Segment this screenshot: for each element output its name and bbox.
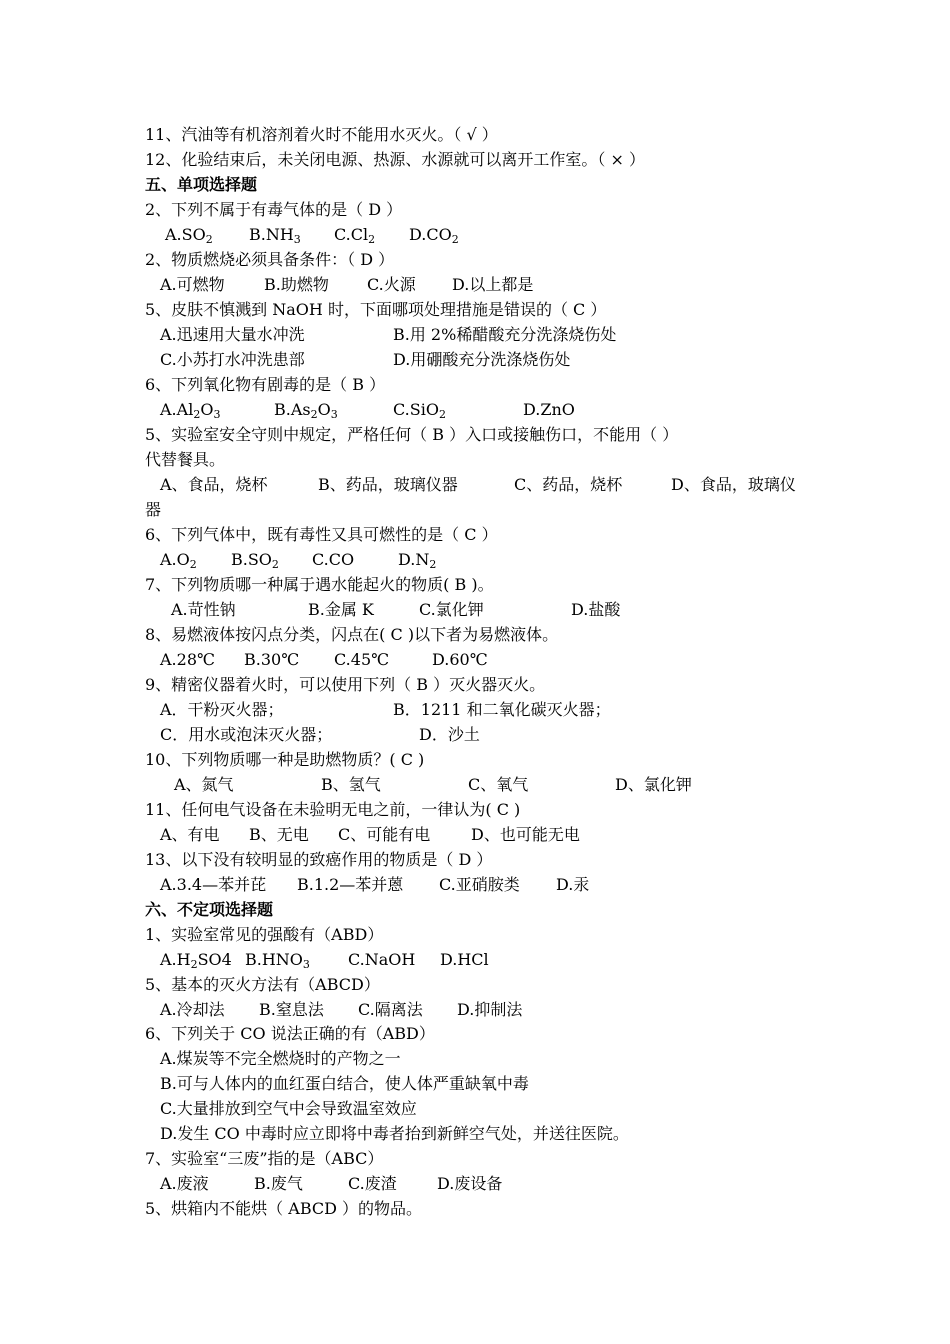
option-row <box>0 322 950 347</box>
option-row <box>0 347 950 372</box>
option-row <box>0 697 950 722</box>
option-row <box>0 272 950 297</box>
question-stem: 5、皮肤不慎溅到 NaOH 时，下面哪项处理措施是错误的（ C ） <box>145 300 607 319</box>
tf-question: 11、汽油等有机溶剂着火时不能用水灭火。（ √ ） <box>145 125 498 144</box>
option: C.氯化钾 <box>419 600 484 619</box>
option: C、氧气 <box>468 775 529 794</box>
option: B.可与人体内的血红蛋白结合，使人体严重缺氧中毒 <box>160 1074 529 1093</box>
option: $B.SO_2$ <box>231 550 279 571</box>
option: B．1211 和二氧化碳灭火器； <box>393 700 611 719</box>
option: D.汞 <box>556 875 590 894</box>
option-row <box>0 222 950 247</box>
question-stem: 9、精密仪器着火时，可以使用下列（ B ）灭火器灭火。 <box>145 675 546 694</box>
option: B.废气 <box>254 1174 303 1193</box>
option: D.以上都是 <box>452 275 534 294</box>
option-row <box>0 997 950 1022</box>
option: D.ZnO <box>523 400 575 419</box>
option: C.45℃ <box>334 650 390 669</box>
option: $A.SO_2$ <box>165 225 213 246</box>
option: A.3.4—苯并芘 <box>160 875 267 894</box>
option: D.发生 CO 中毒时应立即将中毒者抬到新鲜空气处，并送往医院。 <box>160 1124 629 1143</box>
option: C、药品，烧杯 <box>514 475 623 494</box>
option-row <box>0 947 950 972</box>
option: $B.As_2O_3$ <box>274 400 338 421</box>
option: B、无电 <box>249 825 309 844</box>
option: A.28℃ <box>160 650 215 669</box>
question-stem: 5、基本的灭火方法有（ABCD） <box>145 975 380 994</box>
question-stem: 6、下列关于 CO 说法正确的有（ABD） <box>145 1024 435 1043</box>
option: B.用 2%稀醋酸充分洗涤烧伤处 <box>393 325 617 344</box>
option: C.亚硝胺类 <box>439 875 520 894</box>
option: $A.Al_2O_3$ <box>160 400 221 421</box>
option: A.废液 <box>160 1174 209 1193</box>
question-stem: 11、任何电气设备在未验明无电之前，一律认为( C ) <box>145 800 521 819</box>
option-row <box>0 722 950 747</box>
option: D.60℃ <box>432 650 488 669</box>
question-stem: 8、易燃液体按闪点分类，闪点在( C )以下者为易燃液体。 <box>145 625 559 644</box>
option: C.废渣 <box>348 1174 397 1193</box>
option: A.可燃物 <box>160 275 225 294</box>
option: A.苛性钠 <box>171 600 236 619</box>
tf-question: 12、化验结束后，未关闭电源、热源、水源就可以离开工作室。（ × ） <box>145 150 645 169</box>
option: D、氯化钾 <box>615 775 692 794</box>
option-row <box>0 547 950 572</box>
question-stem: 6、下列氧化物有剧毒的是（ B ） <box>145 375 386 394</box>
option: A.迅速用大量水冲洗 <box>160 325 305 344</box>
option: $D.CO_2$ <box>409 225 459 246</box>
option: B、药品，玻璃仪器 <box>318 475 458 494</box>
option: D.用硼酸充分洗涤烧伤处 <box>393 350 571 369</box>
option: C.火源 <box>367 275 416 294</box>
option: $A.O_2$ <box>160 550 197 571</box>
question-stem: 13、以下没有较明显的致癌作用的物质是（ D ） <box>145 850 493 869</box>
question-stem: 代替餐具。 <box>145 450 226 469</box>
option: C.SiO$_2$ <box>393 400 446 421</box>
option: B.金属 K <box>308 600 374 619</box>
option-row <box>0 822 950 847</box>
option: D.废设备 <box>437 1174 503 1193</box>
option: C.隔离法 <box>358 1000 423 1019</box>
option: $D.N_2$ <box>398 550 437 571</box>
option: C.大量排放到空气中会导致温室效应 <box>160 1099 417 1118</box>
option: $B.NH_3$ <box>249 225 301 246</box>
option: A.冷却法 <box>160 1000 225 1019</box>
option: A.煤炭等不完全燃烧时的产物之一 <box>160 1049 401 1068</box>
option: D、食品，玻璃仪 <box>671 475 796 494</box>
option: A、食品，烧杯 <box>160 475 268 494</box>
option: D.HCl <box>440 950 489 969</box>
option-row <box>0 472 950 497</box>
option: A、有电 <box>160 825 220 844</box>
option-row <box>0 597 950 622</box>
option-row <box>0 772 950 797</box>
question-stem: 7、实验室“三废”指的是（ABC） <box>145 1149 384 1168</box>
question-stem: 2、物质燃烧必须具备条件：（ D ） <box>145 250 395 269</box>
option: D．沙土 <box>419 725 480 744</box>
option: $C.Cl_2$ <box>334 225 376 246</box>
option-row <box>0 397 950 422</box>
option: C.CO <box>312 550 355 569</box>
option: B.1.2—苯并蒽 <box>297 875 404 894</box>
option: $A.H_2SO4$ <box>160 950 232 971</box>
question-stem: 6、下列气体中，既有毒性又具可燃性的是（ C ） <box>145 525 498 544</box>
section-heading: 六、不定项选择题 <box>145 900 274 919</box>
question-stem: 5、烘箱内不能烘（ ABCD ）的物品。 <box>145 1199 423 1218</box>
option: $B.HNO_3$ <box>245 950 310 971</box>
option-row <box>0 647 950 672</box>
option: B、氢气 <box>321 775 381 794</box>
option-row <box>0 872 950 897</box>
question-stem: 5、实验室安全守则中规定，严格任何（ B ）入口或接触伤口，不能用（ ） <box>145 425 679 444</box>
question-stem: 7、下列物质哪一种属于遇水能起火的物质( B )。 <box>145 575 494 594</box>
section-heading: 五、单项选择题 <box>145 175 258 194</box>
option-row <box>0 1171 950 1196</box>
option: A．干粉灭火器； <box>160 700 284 719</box>
question-stem: 10、下列物质哪一种是助燃物质？( C ) <box>145 750 425 769</box>
option: C.小苏打水冲洗患部 <box>160 350 305 369</box>
option: D、也可能无电 <box>471 825 580 844</box>
option: C、可能有电 <box>338 825 431 844</box>
question-stem: 2、下列不属于有毒气体的是（ D ） <box>145 200 403 219</box>
question-stem: 1、实验室常见的强酸有（ABD） <box>145 925 384 944</box>
option: A、氮气 <box>174 775 234 794</box>
option: D.盐酸 <box>571 600 621 619</box>
option: D.抑制法 <box>457 1000 523 1019</box>
option: C.NaOH <box>348 950 416 969</box>
option: B.30℃ <box>244 650 300 669</box>
option: B.窒息法 <box>259 1000 324 1019</box>
option-wrap: 器 <box>145 500 162 519</box>
option: B.助燃物 <box>264 275 329 294</box>
option: C．用水或泡沫灭火器； <box>160 725 333 744</box>
